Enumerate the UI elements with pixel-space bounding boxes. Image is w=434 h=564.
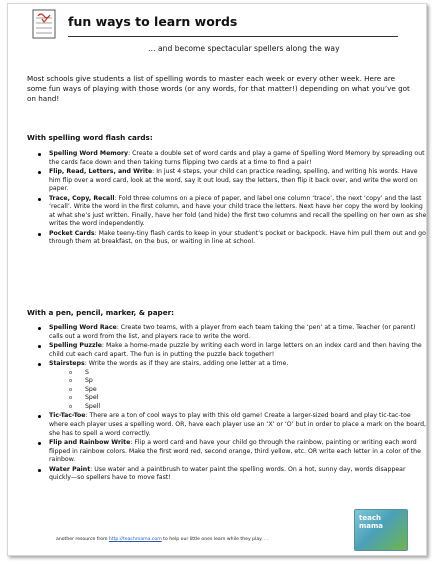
tip-name: Flip, Read, Letters, and Write: [49, 168, 153, 176]
tip-text: : Flip a word card and have your child go through the rainbow, painting or writing each word flipped in rainbow colors. Make the first word red, second orange, third yellow, etc. OR write each letter in a color of the rainbow.: [49, 439, 421, 464]
footer-credit: [56, 537, 269, 542]
footer-prefix: another resource from: [56, 537, 109, 542]
list-item: [49, 439, 427, 465]
footer-link[interactable]: http://teachmama.com: [108, 537, 162, 542]
tip-text: : Make teeny-tiny flash cards to keep in your student’s pocket or backpock. Have him pull them out and go through them at breakfast, on the bus, or waiting in line at school.: [49, 229, 426, 246]
stairstep-word: o Spe: [85, 386, 427, 395]
tip-name: Spelling Puzzle: [49, 342, 102, 350]
tip-name: Stairsteps: [49, 360, 85, 368]
list-item: [49, 324, 427, 341]
tip-name: Spelling Word Memory: [49, 150, 129, 157]
header-divider: [68, 36, 398, 37]
tip-text: : Create a double set of word cards and play a game of Spelling Word Memory by spreading out the cards face down and then taking turns flipping two cards at a time to find a pair!: [49, 150, 425, 166]
list-item: [49, 195, 427, 229]
tip-name: Spelling Word Race: [49, 324, 117, 331]
footer-suffix: to help our little ones learn while they play. . .: [161, 537, 269, 542]
list-item: [49, 342, 427, 359]
document-page: [7, 3, 427, 556]
list-item: [49, 168, 427, 194]
stairstep-word: o Spel: [85, 394, 427, 403]
intro-paragraph: Most schools give students a list of spelling words to master each week or every other week. Here are some fun ways of playing with those words (or any words, for that matter!) depending on what you’ve got on hand!: [27, 74, 410, 104]
tip-text: : Create two teams, with a player from each team taking the ‘pen’ at a time. Teacher (or parent) calls out a word from the list, and players race to write the word.: [49, 324, 416, 340]
tip-text: : Write the words as if they are stairs, adding one letter at a time.: [84, 360, 289, 368]
teachmama-logo-badge: [354, 509, 408, 551]
stairsteps-example: [49, 369, 427, 412]
tip-text: : There are a ton of cool ways to play with this old game! Create a larger-sized board and play tic-tac-toe where each player uses a spelling word. OR, have each player use an ‘X’ or ‘O’ but in order to place a mark on the board, she has to spell a word correctly.: [49, 412, 427, 437]
tip-text: : Use water and a paintbrush to water paint the spelling words. On a hot, sunny day, words disappear quickly—so spellers have to move fast!: [49, 465, 406, 482]
stairstep-word: o Sp: [85, 377, 427, 386]
spelling-test-paper-icon: [30, 8, 60, 40]
section-heading-flash-cards: With spelling word flash cards:: [27, 133, 153, 142]
page-title: fun ways to learn words: [68, 14, 238, 29]
list-item: [49, 466, 427, 483]
section-heading-pen-paper: With a pen, pencil, marker, & paper:: [27, 308, 174, 317]
tip-name: Trace, Copy, Recall: [49, 194, 115, 202]
flash-card-tips-list: [27, 150, 427, 248]
tip-name: Flip and Rainbow Write: [49, 439, 131, 447]
page-subtitle: … and become spectacular spellers along the way: [148, 44, 340, 53]
stairstep-word: o Spell: [85, 403, 427, 412]
pen-paper-tips-list: [27, 324, 427, 484]
tip-name: Tic-Tac-Toe: [49, 412, 86, 420]
tip-text: : In just 4 steps, your child can practice reading, spelling, and writing his words. Have him flip over a word card, look at the word, say it out loud, say the letters, then flip it back over, and write the word on paper.: [49, 168, 418, 193]
badge-text: teach mama: [359, 514, 384, 530]
tip-text: : Make a home-made puzzle by writing each word in large letters on an index card and then having the child cut each card apart. The fun is in putting the puzzle back together!: [49, 342, 422, 358]
list-item: [49, 360, 427, 411]
tip-name: Pocket Cards: [49, 229, 95, 237]
tip-name: Water Paint: [49, 465, 91, 473]
list-item: [49, 230, 427, 247]
list-item: [49, 150, 427, 167]
stairstep-word: o S: [85, 369, 427, 378]
tip-text: : Fold three columns on a piece of paper, and label one column ‘trace’, the next ‘copy’ and the last ‘recall’. Write the word in the first column, and have your child trace the letters. Next have her copy the word by looking at what she’s just written. Finally, have her fold (and hide) the first two columns and recall the spelling on her own as she writes the word independently.: [49, 194, 427, 228]
list-item: [49, 412, 427, 438]
